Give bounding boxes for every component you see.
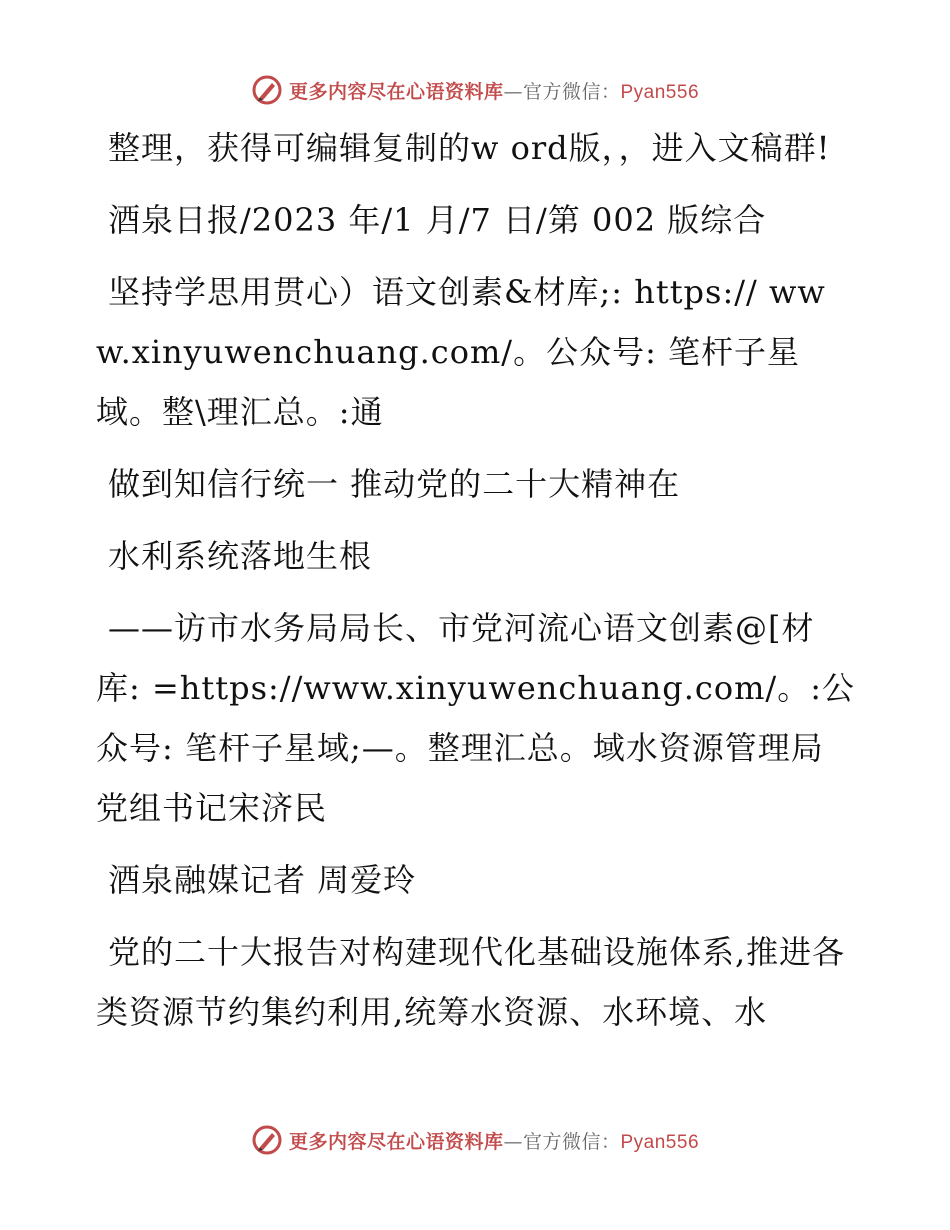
document-body [96,118,856,1054]
header-watermark-banner [0,70,950,110]
article-subtitle: ——访市水务局局长、市党河流心语文创素@[材库: =https://www.xinyuwenchuang.com/。:公众号: 笔杆子星域;—。整理汇总。域水资源管理局党组书记宋济民 [96,609,855,827]
paragraph-notice: 坚持学思用贯心）语文创素&材库;: https:// www.xinyuwenchuang.com/。公众号: 笔杆子星域。整\理汇总。:通 [96,273,826,431]
article-byline: 酒泉融媒记者 周爱玲 [108,861,417,899]
article-title-line-1: 做到知信行统一 推动党的二十大精神在 [108,465,681,503]
footer-watermark-banner [0,1120,950,1160]
paragraph-body: 党的二十大报告对构建现代化基础设施体系,推进各类资源节约集约利用,统筹水资源、水环境、水 [96,933,846,1031]
paragraph-source-line: 酒泉日报/2023 年/1 月/7 日/第 002 版综合 [108,201,767,239]
article-title-line-2: 水利系统落地生根 [108,537,373,575]
pen-logo-icon [251,74,283,106]
banner-text: 更多内容尽在心语资料库—官方微信：Pyan556 [288,1130,700,1153]
paragraph-intro: 整理，获得可编辑复制的w ord版，，进入文稿群! [108,129,831,167]
banner-text: 更多内容尽在心语资料库—官方微信：Pyan556 [288,80,700,103]
pen-logo-icon [251,1124,283,1156]
